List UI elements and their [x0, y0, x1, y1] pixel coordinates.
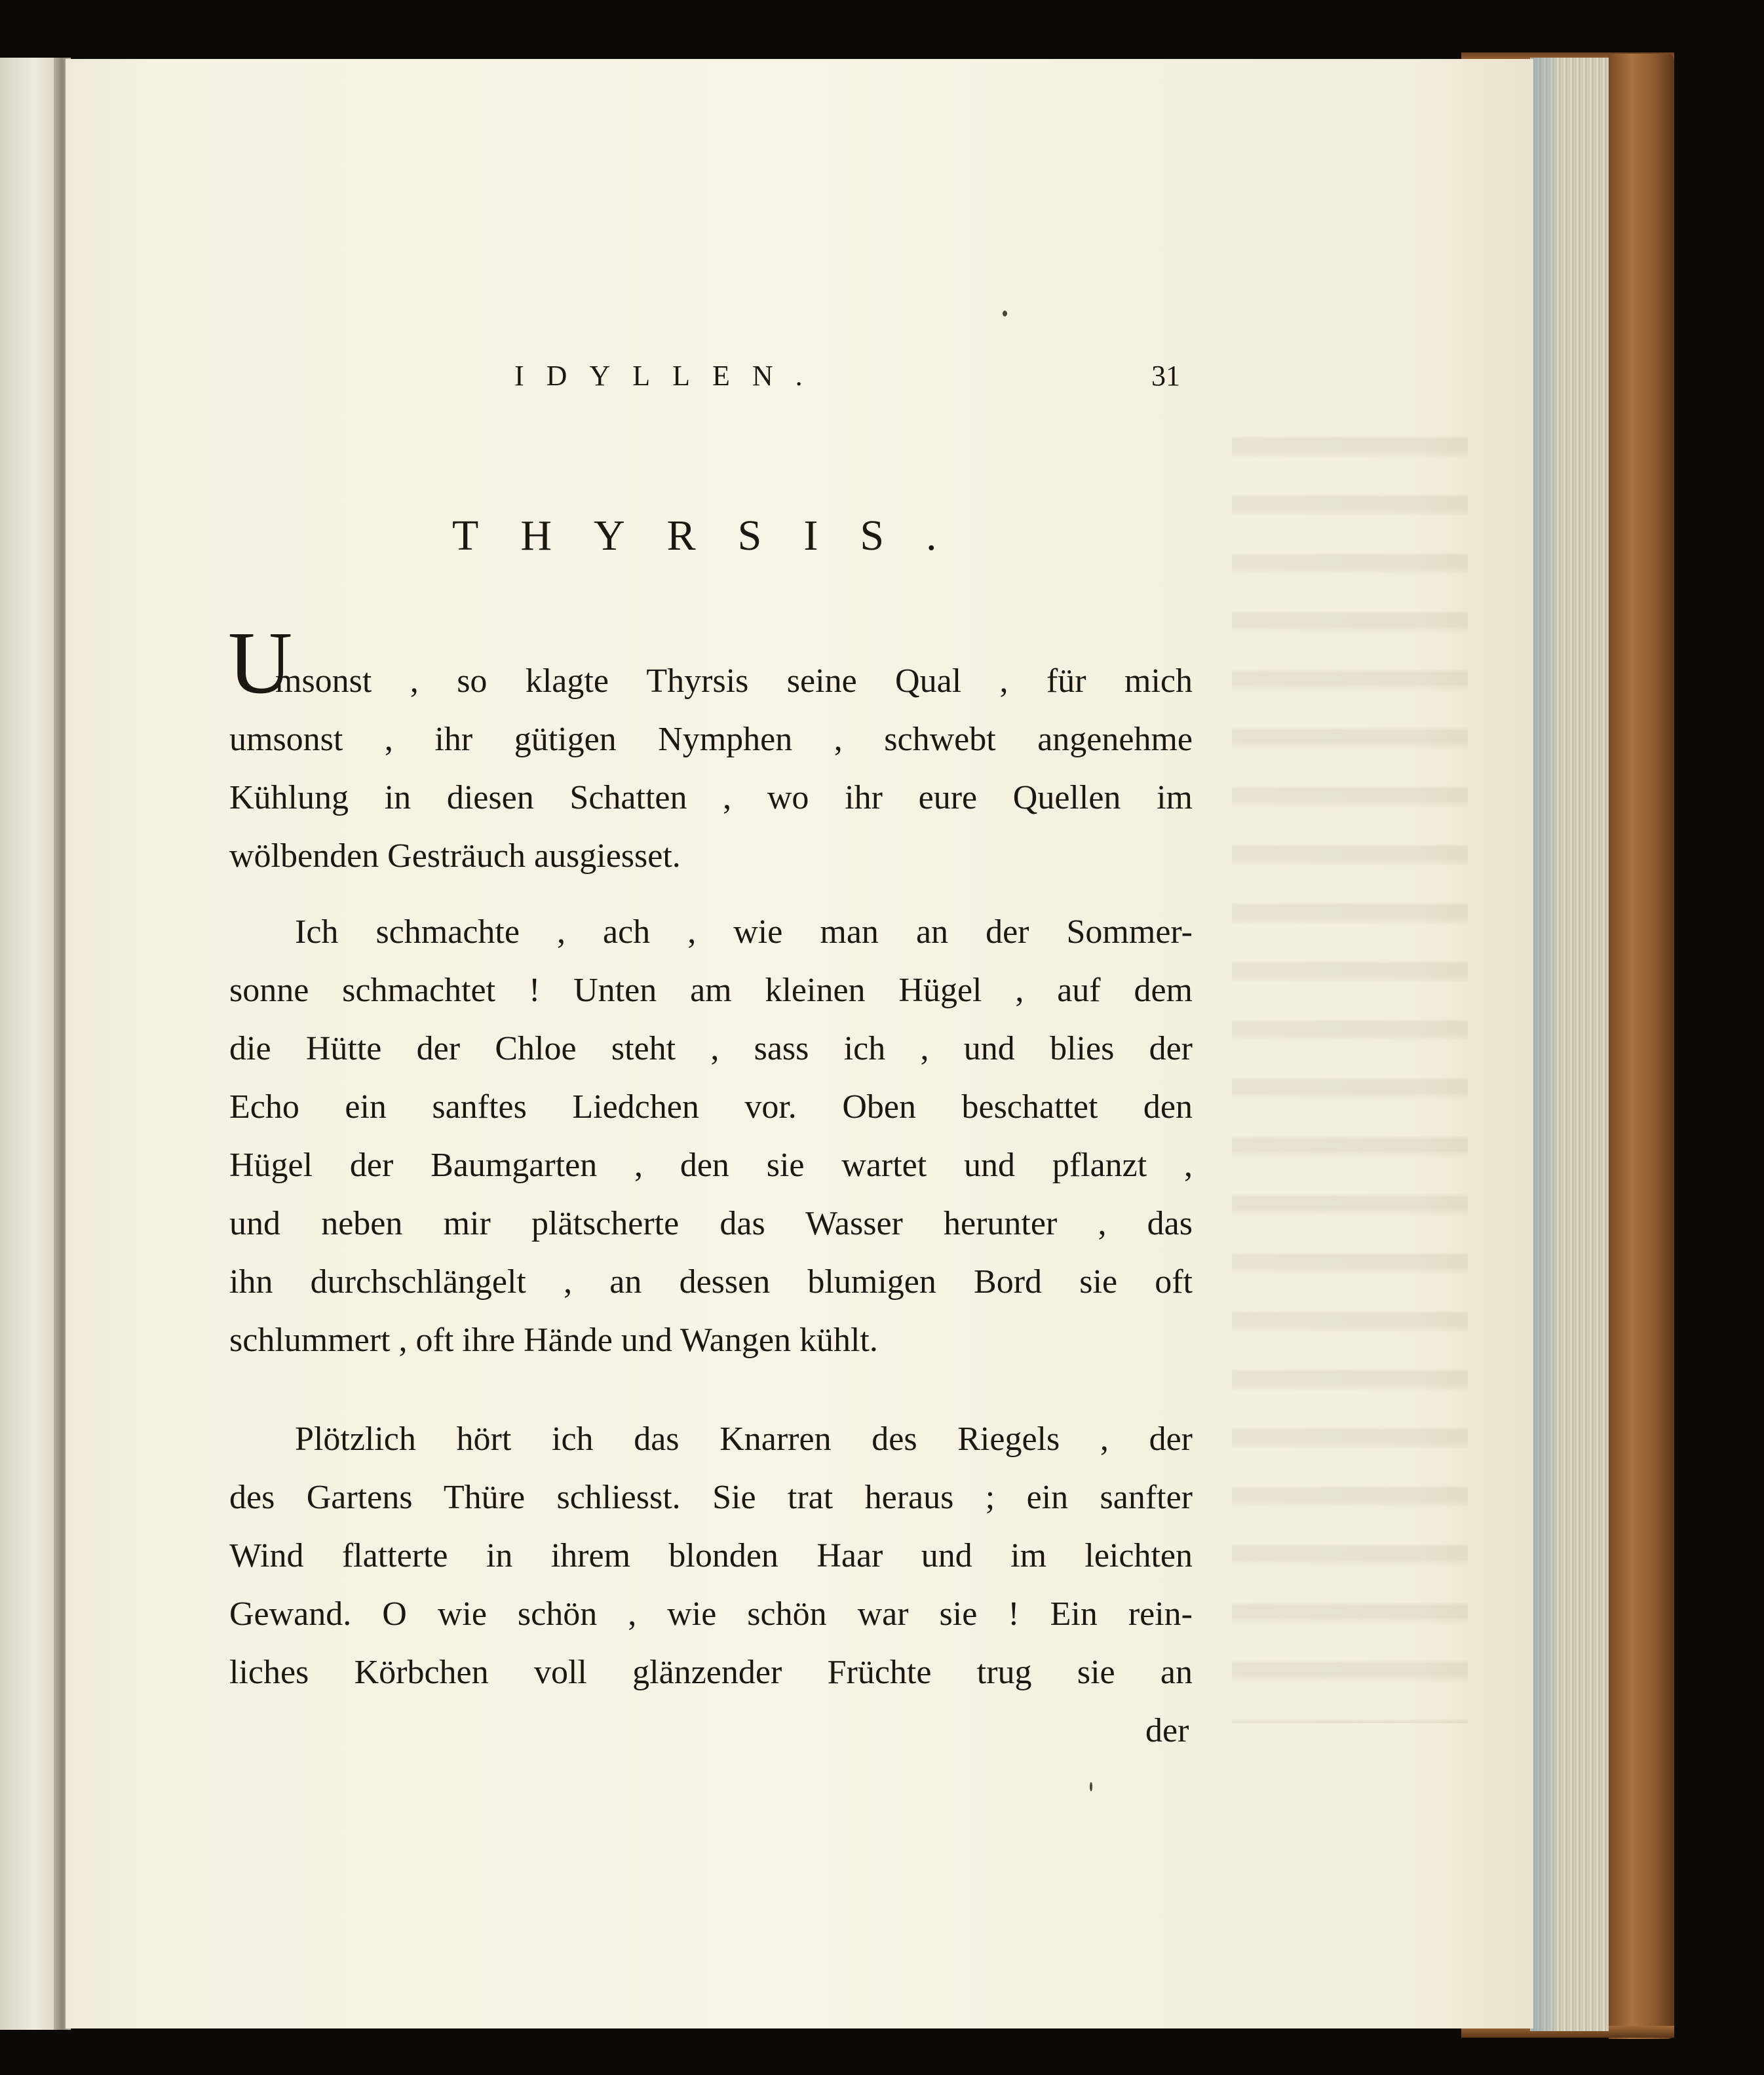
- text-line: liches Körbchen voll glänzender Früchte trug sie an: [229, 1654, 1193, 1691]
- poem-title: THYRSIS.: [452, 512, 979, 560]
- text-line: msonst , so klagte Thyrsis seine Qual , für mich: [275, 662, 1193, 700]
- text-line: die Hütte der Chloe steht , sass ich , und blies der: [229, 1030, 1193, 1067]
- paragraph-3: [229, 1410, 1193, 1702]
- text-line: Plötzlich hört ich das Knarren des Riegels , der: [295, 1420, 1193, 1458]
- text-line: Kühlung in diesen Schatten , wo ihr eure Quellen im: [229, 779, 1193, 816]
- text-line: ihn durchschlängelt , an dessen blumigen Bord sie oft: [229, 1263, 1193, 1301]
- catchword: der: [1145, 1712, 1189, 1749]
- text-line: Hügel der Baumgarten , den sie wartet und pflanzt ,: [229, 1147, 1193, 1184]
- drop-cap: U: [228, 614, 293, 712]
- leather-cover: [1609, 54, 1674, 2039]
- text-line: des Gartens Thüre schliesst. Sie trat heraus ; ein sanfter: [229, 1479, 1193, 1516]
- text-line: wölbenden Gesträuch ausgiesset.: [229, 837, 681, 875]
- text-line: Ich schmachte , ach , wie man an der Sommer-: [295, 913, 1193, 951]
- ink-show-through: [1232, 400, 1468, 1723]
- paragraph-2: [229, 903, 1193, 1369]
- text-line: schlummert , oft ihre Hände und Wangen kühlt.: [229, 1322, 878, 1359]
- page-number: 31: [1151, 360, 1180, 392]
- text-line: Echo ein sanftes Liedchen vor. Oben beschattet den: [229, 1088, 1193, 1126]
- text-line: und neben mir plätscherte das Wasser herunter , das: [229, 1205, 1193, 1242]
- paper-speck: [1090, 1782, 1092, 1791]
- page-block-tint: [1531, 58, 1557, 2031]
- paragraph-1: [229, 652, 1193, 885]
- paper-speck: [1003, 311, 1007, 316]
- text-line: Wind flatterte in ihrem blonden Haar und im leichten: [229, 1537, 1193, 1574]
- text-line: Gewand. O wie schön , wie schön war sie ! Ein rein-: [229, 1595, 1193, 1633]
- running-title: IDYLLEN.: [514, 360, 825, 392]
- text-line: umsonst , ihr gütigen Nymphen , schwebt angenehme: [229, 721, 1193, 758]
- text-line: sonne schmachtet ! Unten am kleinen Hügel , auf dem: [229, 972, 1193, 1009]
